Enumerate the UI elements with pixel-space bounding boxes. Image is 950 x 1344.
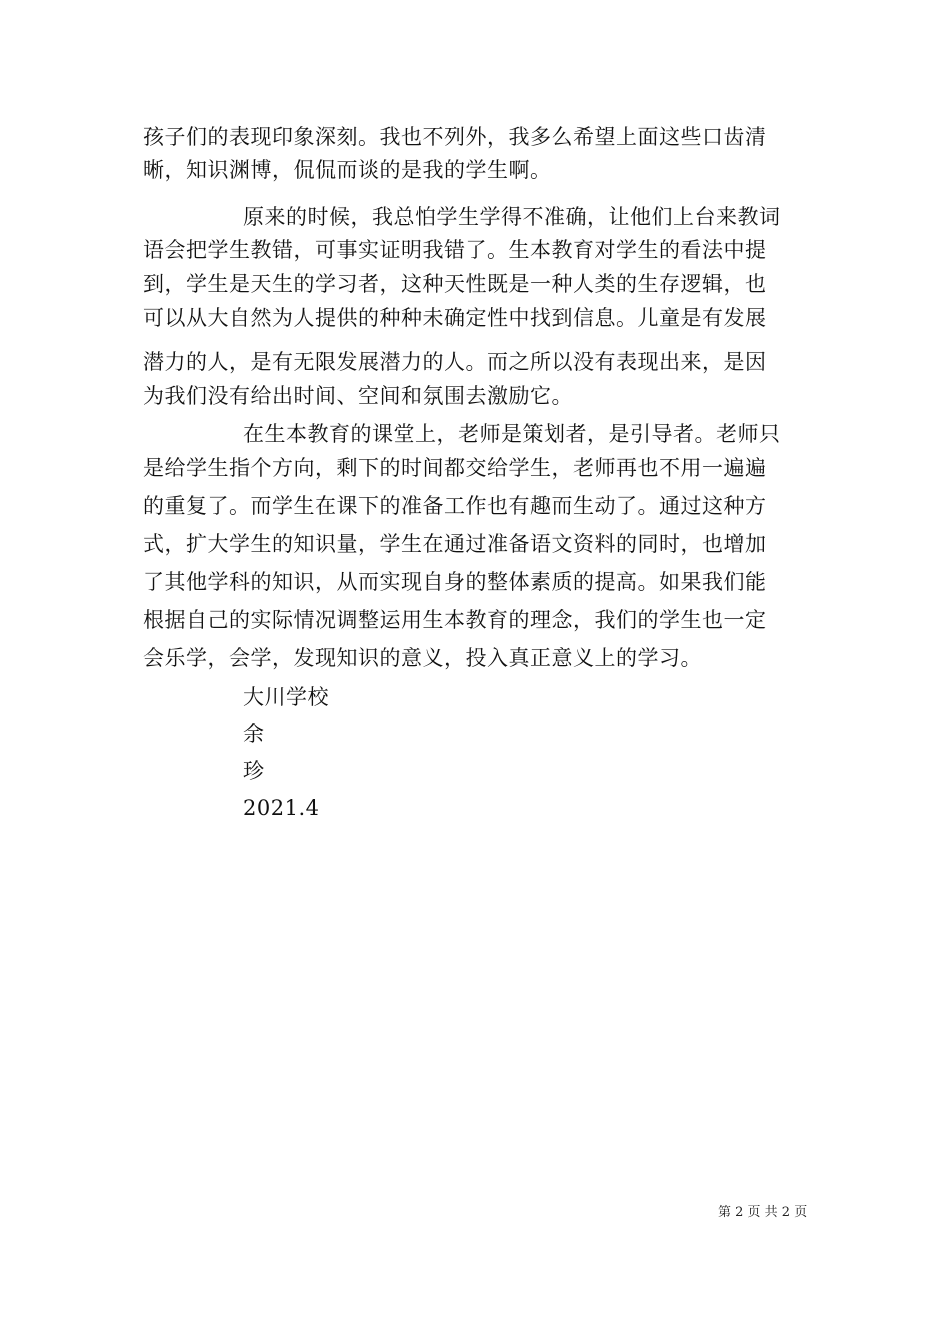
text-line: 晰，知识渊博，侃侃而谈的是我的学生啊。 <box>143 158 552 182</box>
school-name: 大川学校 <box>243 685 329 709</box>
date: 2021.4 <box>243 796 320 820</box>
author-name-part-2: 珍 <box>243 759 265 783</box>
author-name-part-1: 余 <box>243 722 265 746</box>
text-line: 了其他学科的知识，从而实现自身的整体素质的提高。如果我们能 <box>143 570 767 594</box>
text-line: 的重复了。而学生在课下的准备工作也有趣而生动了。通过这种方 <box>143 494 767 518</box>
text-line: 为我们没有给出时间、空间和氛围去激励它。 <box>143 384 573 408</box>
text-line: 到，学生是天生的学习者，这种天性既是一种人类的生存逻辑，也 <box>143 272 767 296</box>
text-line: 孩子们的表现印象深刻。我也不列外，我多么希望上面这些口齿清 <box>143 125 767 149</box>
text-line: 在生本教育的课堂上，老师是策划者，是引导者。老师只 <box>243 422 781 446</box>
text-line: 语会把学生教错，可事实证明我错了。生本教育对学生的看法中提 <box>143 238 767 262</box>
text-line: 是给学生指个方向，剩下的时间都交给学生，老师再也不用一遍遍 <box>143 456 767 480</box>
text-line: 可以从大自然为人提供的种种未确定性中找到信息。儿童是有发展 <box>143 306 767 330</box>
text-line: 潜力的人，是有无限发展潜力的人。而之所以没有表现出来，是因 <box>143 350 767 374</box>
page-number: 第 2 页 共 2 页 <box>718 1205 808 1220</box>
text-line: 原来的时候，我总怕学生学得不准确，让他们上台来教词 <box>243 205 781 229</box>
text-line: 会乐学，会学，发现知识的意义，投入真正意义上的学习。 <box>143 646 702 670</box>
text-line: 式，扩大学生的知识量，学生在通过准备语文资料的同时，也增加 <box>143 532 767 556</box>
text-line: 根据自己的实际情况调整运用生本教育的理念，我们的学生也一定 <box>143 608 767 632</box>
